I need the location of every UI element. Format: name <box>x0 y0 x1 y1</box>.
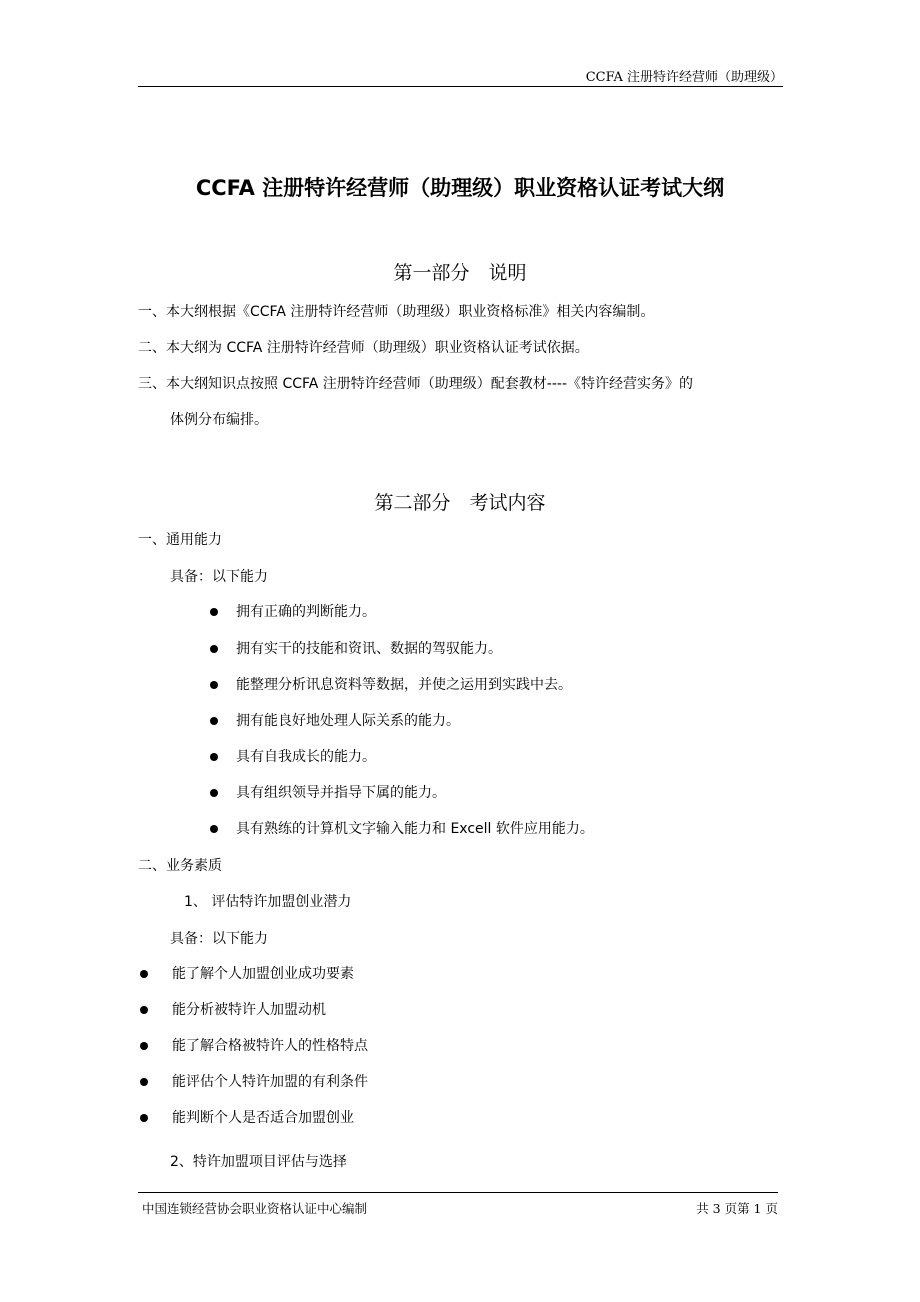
section1-title: 一、通用能力 <box>138 532 222 548</box>
part1-heading: 第一部分 说明 <box>393 262 527 284</box>
section2-sub2: 2、特许加盟项目评估与选择 <box>170 1154 347 1170</box>
bullet-icon <box>210 717 218 725</box>
part1-item-1: 一、本大纲根据《CCFA 注册特许经营师（助理级）职业资格标准》相关内容编制。 <box>138 304 655 320</box>
section1-bullet-6: 具有组织领导并指导下属的能力。 <box>236 785 446 801</box>
part1-item-3-cont: 体例分布编排。 <box>170 412 268 428</box>
bullet-icon <box>210 645 218 653</box>
bullet-icon <box>210 825 218 833</box>
section1-bullet-1: 拥有正确的判断能力。 <box>236 604 376 620</box>
section2-sub1: 1、 评估特许加盟创业潜力 <box>184 894 352 910</box>
header-text: CCFA 注册特许经营师（助理级） <box>585 70 783 85</box>
section2-bullet-2: 能分析被特许人加盟动机 <box>172 1002 326 1018</box>
document-title: CCFA 注册特许经营师（助理级）职业资格认证考试大纲 <box>195 176 725 200</box>
bullet-icon <box>140 1042 148 1050</box>
section2-bullet-4: 能评估个人特许加盟的有利条件 <box>172 1074 368 1090</box>
bullet-icon <box>140 970 148 978</box>
section2-title: 二、业务素质 <box>138 858 222 874</box>
bullet-icon <box>210 789 218 797</box>
bullet-icon <box>140 1114 148 1122</box>
section1-bullet-3: 能整理分析讯息资料等数据，并使之运用到实践中去。 <box>236 677 572 693</box>
bullet-icon <box>140 1078 148 1086</box>
bullet-icon <box>210 681 218 689</box>
page-footer <box>138 1192 778 1216</box>
section2-bullet-5: 能判断个人是否适合加盟创业 <box>172 1110 354 1126</box>
bullet-icon <box>140 1006 148 1014</box>
section1-bullet-7: 具有熟练的计算机文字输入能力和 Excell 软件应用能力。 <box>236 821 594 837</box>
part1-item-2: 二、本大纲为 CCFA 注册特许经营师（助理级）职业资格认证考试依据。 <box>138 340 589 356</box>
bullet-icon <box>210 753 218 761</box>
bullet-icon <box>210 608 218 616</box>
section1-intro: 具备：以下能力 <box>170 569 268 585</box>
section1-bullet-4: 拥有能良好地处理人际关系的能力。 <box>236 713 460 729</box>
footer-left: 中国连锁经营协会职业资格认证中心编制 <box>142 1201 368 1216</box>
section1-bullet-2: 拥有实干的技能和资讯、数据的驾驭能力。 <box>236 641 502 657</box>
part1-item-3: 三、本大纲知识点按照 CCFA 注册特许经营师（助理级）配套教材----《特许经营实务》的 <box>138 376 694 392</box>
part2-heading: 第二部分 考试内容 <box>374 492 546 514</box>
section1-bullet-5: 具有自我成长的能力。 <box>236 749 376 765</box>
section2-intro: 具备：以下能力 <box>170 931 268 947</box>
footer-page-number: 共 3 页第 1 页 <box>696 1201 778 1216</box>
section2-bullet-1: 能了解个人加盟创业成功要素 <box>172 966 354 982</box>
section2-bullet-3: 能了解合格被特许人的性格特点 <box>172 1038 368 1054</box>
page-header <box>138 62 783 87</box>
